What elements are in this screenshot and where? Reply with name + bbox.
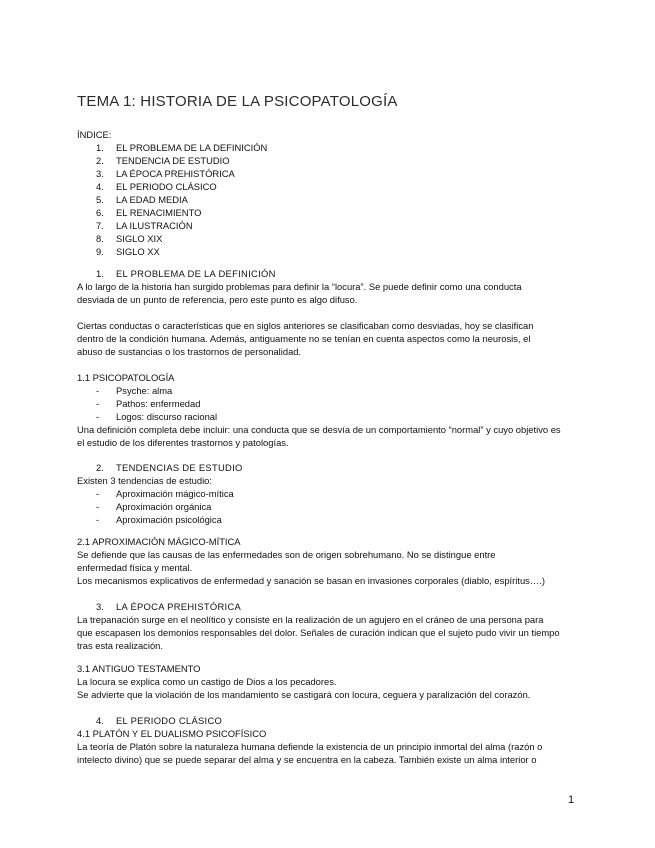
index-item: EL RENACIMIENTO	[116, 207, 202, 218]
index-label: ÍNDICE:	[77, 129, 112, 140]
bullet-dash: -	[96, 514, 100, 525]
paragraph-line: Ciertas conductas o características que en siglos anteriores se clasificaban como desviadas, hoy se clasifican	[77, 320, 534, 331]
paragraph-line: intelecto divino) que se puede separar del alma y se encuentra en la cabeza. También existe un alma interior o	[77, 754, 537, 765]
bullet-item: Aproximación mágico-mítica	[116, 488, 234, 499]
index-item-number: 5.	[96, 194, 104, 205]
bullet-item: Pathos: enfermedad	[116, 398, 201, 409]
index-item: LA EDAD MEDIA	[116, 194, 188, 205]
paragraph-line: La teoría de Platón sobre la naturaleza humana defiende la existencia de un principio inmortal del alma (razón o	[77, 741, 543, 752]
paragraph-line: desviada de un punto de referencia, pero este punto es algo difuso.	[77, 294, 358, 305]
paragraph-line: La locura se explica como un castigo de Dios a los pecadores.	[77, 676, 337, 687]
bullet-item: Psyche: alma	[116, 385, 173, 396]
index-item: LA ÉPOCA PREHISTÓRICA	[116, 168, 235, 179]
section-heading: LA ÉPOCA PREHISTÓRICA	[116, 601, 242, 612]
bullet-item: Aproximación psicológica	[116, 514, 222, 525]
paragraph-line: enfermedad física y mental.	[77, 562, 193, 573]
index-item-number: 7.	[96, 220, 104, 231]
section-number: 2.	[96, 462, 104, 473]
index-item: EL PERIODO CLÁSICO	[116, 181, 217, 192]
paragraph-line: dentro de la condición humana. Además, antiguamente no se tenían en cuenta aspectos como la neurosis, el	[77, 333, 531, 344]
section-number: 4.	[96, 715, 104, 726]
bullet-dash: -	[96, 488, 100, 499]
index-item: SIGLO XX	[116, 246, 160, 257]
section-heading: EL PERIODO CLÁSICO	[116, 715, 223, 726]
page-number: 1	[568, 794, 575, 806]
index-item-number: 8.	[96, 233, 104, 244]
index-item: TENDENCIA DE ESTUDIO	[116, 155, 230, 166]
bullet-dash: -	[96, 411, 100, 422]
index-item-number: 9.	[96, 246, 104, 257]
index-item-number: 3.	[96, 168, 104, 179]
document-title: TEMA 1: HISTORIA DE LA PSICOPATOLOGÍA	[77, 93, 398, 110]
section-number: 1.	[96, 268, 104, 279]
index-item-number: 2.	[96, 155, 104, 166]
paragraph-line: Los mecanismos explicativos de enfermedad y sanación se basan en invasiones corporales (diablo, espíritus….)	[77, 575, 545, 586]
paragraph-line: Se advierte que la violación de los mandamiento se castigará con locura, ceguera y paralización del corazón.	[77, 689, 531, 700]
subsection-heading: 4.1 PLATÓN Y EL DUALISMO PSICOFÍSICO	[77, 728, 267, 739]
index-item-number: 6.	[96, 207, 104, 218]
bullet-dash: -	[96, 501, 100, 512]
subsection-heading: 3.1 ANTIGUO TESTAMENTO	[77, 663, 201, 674]
paragraph-line: abuso de sustancias o los trastornos de personalidad.	[77, 346, 302, 357]
bullet-item: Aproximación orgánica	[116, 501, 212, 512]
paragraph-line: tras esta realización.	[77, 640, 163, 651]
index-item: SIGLO XIX	[116, 233, 163, 244]
bullet-dash: -	[96, 398, 100, 409]
paragraph-line: Existen 3 tendencias de estudio:	[77, 475, 212, 486]
subsection-heading: 2.1 APROXIMACIÓN MÁGICO-MÍTICA	[77, 536, 241, 547]
index-item: EL PROBLEMA DE LA DEFINICIÓN	[116, 142, 268, 153]
index-item-number: 4.	[96, 181, 104, 192]
section-number: 3.	[96, 601, 104, 612]
paragraph-line: que escapasen los demonios responsables del dolor. Señales de curación indican que el sujeto pudo vivir un tiempo	[77, 627, 560, 638]
paragraph-line: A lo largo de la historia han surgido problemas para definir la “locura”. Se puede definir como una conducta	[77, 281, 522, 292]
paragraph-line: el estudio de los diferentes trastornos y patologías.	[77, 437, 289, 448]
paragraph-line: Una definición completa debe incluir: una conducta que se desvía de un comportamiento “normal” y cuyo objetivo es	[77, 424, 561, 435]
paragraph-line: La trepanación surge en el neolítico y consiste en la realización de un agujero en el cráneo de una persona para	[77, 614, 544, 625]
subsection-heading: 1.1 PSICOPATOLOGÍA	[77, 372, 175, 383]
bullet-item: Logos: discurso racional	[116, 411, 218, 422]
paragraph-line: Se defiende que las causas de las enfermedades son de origen sobrehumano. No se distingue entre	[77, 549, 496, 560]
bullet-dash: -	[96, 385, 100, 396]
section-heading: TENDENCIAS DE ESTUDIO	[116, 462, 243, 473]
section-heading: EL PROBLEMA DE LA DEFINICIÓN	[116, 268, 276, 279]
index-item: LA ILUSTRACIÓN	[116, 220, 193, 231]
index-item-number: 1.	[96, 142, 104, 153]
